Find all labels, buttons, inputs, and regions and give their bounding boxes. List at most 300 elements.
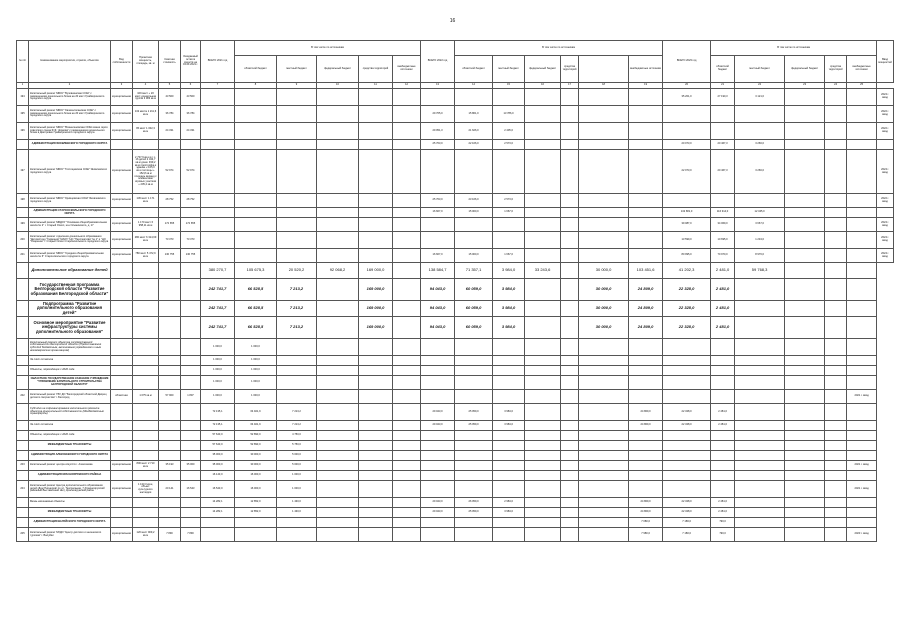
value-cell: [277, 218, 317, 232]
value-cell: 15 000,0: [455, 249, 493, 263]
value-cell: 2024 г. ввод: [877, 249, 894, 263]
value-cell: [317, 421, 359, 431]
value-cell: [663, 390, 711, 404]
value-cell: [359, 140, 393, 150]
value-cell: [493, 451, 525, 461]
value-cell: [317, 431, 359, 441]
value-cell: [525, 508, 561, 518]
row-number-cell: [17, 498, 29, 508]
value-cell: [663, 431, 711, 441]
value-cell: [359, 390, 393, 404]
value-cell: [493, 376, 525, 390]
value-cell: 2 481,0: [711, 508, 735, 518]
value-cell: 92 068,2: [317, 263, 359, 279]
table-row: [17, 441, 894, 451]
value-cell: 43 500: [181, 89, 201, 106]
value-cell: [201, 123, 235, 140]
value-cell: 36 784: [181, 106, 201, 123]
value-cell: 35 201,0: [663, 89, 711, 106]
value-cell: [421, 481, 455, 498]
object-name-cell: Капитальный ремонт отделения дошкольного образования "Детский сад "Гармония" МАОУ "ЦО "Перспектива" № 1" и "ЦО "Озарение" г. Старый Оскол Старооскольского городского округа: [29, 232, 111, 249]
value-cell: [629, 339, 663, 356]
value-cell: 57 643,0: [201, 431, 235, 441]
value-cell: 3 266,0: [735, 150, 785, 194]
value-cell: 95 мест 1 002,3 кв.м: [133, 123, 159, 140]
value-cell: 14 282,1: [201, 508, 235, 518]
value-cell: 25 059,0: [455, 508, 493, 518]
header-sources-2023: В том числе по источникам: [711, 41, 877, 56]
value-cell: [629, 390, 663, 404]
value-cell: 12 852,0: [235, 508, 277, 518]
value-cell: [579, 404, 629, 421]
value-cell: 34 069,0: [711, 218, 735, 232]
value-cell: [421, 461, 455, 471]
value-cell: [785, 518, 825, 528]
header-src: местный бюджет: [277, 56, 317, 83]
investment-table: [16, 40, 894, 542]
value-cell: [579, 106, 629, 123]
value-cell: [317, 390, 359, 404]
value-cell: [711, 441, 735, 451]
value-cell: [493, 390, 525, 404]
value-cell: [561, 451, 579, 461]
object-name-cell: Капитальный ремонт ГБУ ДО "Белгородский областной Дворец детского творчества" г. Белгород: [29, 390, 111, 404]
value-cell: 24 809,0: [629, 508, 663, 518]
value-cell: 169 000,0: [359, 263, 393, 279]
value-cell: 22 328,0: [663, 279, 711, 301]
value-cell: 35 000,0: [201, 451, 235, 461]
value-cell: [825, 263, 847, 279]
header-src: областной бюджет: [235, 56, 277, 83]
value-cell: 43 500: [159, 89, 181, 106]
value-cell: [825, 208, 847, 218]
value-cell: [663, 461, 711, 471]
value-cell: [525, 366, 561, 376]
value-cell: 2 481,0: [711, 498, 735, 508]
row-number-cell: 195: [17, 106, 29, 123]
value-cell: [847, 366, 877, 376]
value-cell: 172 655: [159, 218, 181, 232]
object-name-cell: Капитальный ремонт Центра дополнительного образования детей (Дом Пионеров) по ул. Театральная, 7 (Красноярузский районный Выставочный зал), Краснояружский район: [29, 481, 111, 498]
value-cell: [393, 528, 421, 542]
value-cell: [277, 89, 317, 106]
object-name-cell: ОБЛАСТНОЕ ГОСУДАРСТВЕННОЕ КАЗЕННОЕ УЧРЕЖДЕНИЕ "УПРАВЛЕНИЕ КАПИТАЛЬНОГО СТРОИТЕЛЬСТВА БЕЛГОРОДСКОЙ ОБЛАСТИ": [29, 376, 111, 390]
value-cell: [317, 376, 359, 390]
value-cell: [663, 471, 711, 481]
value-cell: [421, 471, 455, 481]
value-cell: [525, 89, 561, 106]
value-cell: [847, 498, 877, 508]
value-cell: [359, 218, 393, 232]
value-cell: [393, 301, 421, 317]
value-cell: [421, 518, 455, 528]
value-cell: [525, 279, 561, 301]
value-cell: 790,0: [711, 518, 735, 528]
value-cell: [393, 421, 421, 431]
value-cell: [277, 518, 317, 528]
table-row: [17, 263, 894, 279]
value-cell: [111, 376, 133, 390]
value-cell: [735, 123, 785, 140]
column-number: 11: [359, 83, 393, 89]
value-cell: 2024 г. ввод: [877, 89, 894, 106]
value-cell: [421, 528, 455, 542]
table-row: [17, 208, 894, 218]
value-cell: [629, 461, 663, 471]
value-cell: [393, 123, 421, 140]
value-cell: 30 000,0: [579, 279, 629, 301]
value-cell: [359, 89, 393, 106]
value-cell: [525, 498, 561, 508]
value-cell: [629, 140, 663, 150]
row-number-cell: 202: [17, 390, 29, 404]
value-cell: [393, 249, 421, 263]
value-cell: [455, 366, 493, 376]
object-name-cell: За счет остатков: [29, 356, 111, 366]
value-cell: [455, 232, 493, 249]
value-cell: [785, 498, 825, 508]
object-name-cell: Капитальный ремонт МБОУ "Средняя общеобразовательная школа № 6" Старооскольского городского округа: [29, 249, 111, 263]
value-cell: [181, 451, 201, 461]
value-cell: [181, 263, 201, 279]
column-number: 3: [111, 83, 133, 89]
row-number-cell: 205: [17, 528, 29, 542]
value-cell: [421, 431, 455, 441]
value-cell: [663, 441, 711, 451]
value-cell: 20 467,3: [711, 150, 735, 194]
value-cell: [455, 518, 493, 528]
value-cell: [393, 481, 421, 498]
value-cell: [525, 451, 561, 461]
header-sources-2022: В том числе по источникам: [455, 41, 663, 56]
value-cell: 73 373: [181, 232, 201, 249]
value-cell: 7 890: [159, 528, 181, 542]
value-cell: [317, 339, 359, 356]
value-cell: [579, 528, 629, 542]
value-cell: 94 043,0: [421, 279, 455, 301]
value-cell: [847, 508, 877, 518]
table-row: [17, 123, 894, 140]
value-cell: [785, 249, 825, 263]
value-cell: 2 481,0: [711, 263, 735, 279]
value-cell: [785, 366, 825, 376]
value-cell: [561, 390, 579, 404]
value-cell: [393, 317, 421, 339]
value-cell: [359, 366, 393, 376]
value-cell: 1 000,0: [201, 356, 235, 366]
value-cell: 24 809,0: [629, 301, 663, 317]
table-row: [17, 366, 894, 376]
value-cell: [629, 232, 663, 249]
row-number-cell: 194: [17, 89, 29, 106]
value-cell: 7 180,0: [663, 528, 711, 542]
value-cell: 2 481,0: [711, 301, 735, 317]
value-cell: 30 000,0: [579, 317, 629, 339]
value-cell: 30 000,0: [579, 263, 629, 279]
value-cell: 3 984,0: [493, 404, 525, 421]
value-cell: [359, 431, 393, 441]
table-row: [17, 421, 894, 431]
value-cell: [133, 140, 159, 150]
value-cell: [317, 471, 359, 481]
value-cell: 7 213,2: [277, 301, 317, 317]
value-cell: [735, 481, 785, 498]
value-cell: [561, 208, 579, 218]
value-cell: 3 121,0: [735, 89, 785, 106]
value-cell: [525, 404, 561, 421]
value-cell: 22 073,0: [663, 150, 711, 194]
value-cell: 1 000,0: [235, 390, 277, 404]
value-cell: [133, 441, 159, 451]
value-cell: [847, 518, 877, 528]
value-cell: 1 000,0: [277, 471, 317, 481]
value-cell: [393, 356, 421, 366]
value-cell: [455, 431, 493, 441]
value-cell: [579, 194, 629, 208]
value-cell: [561, 106, 579, 123]
value-cell: [561, 301, 579, 317]
value-cell: [317, 106, 359, 123]
row-number-cell: [17, 263, 29, 279]
value-cell: [785, 232, 825, 249]
value-cell: [111, 508, 133, 518]
value-cell: 25 763,0: [421, 194, 455, 208]
column-number: 20: [663, 83, 711, 89]
value-cell: [111, 404, 133, 421]
value-cell: 138 584,7: [421, 263, 455, 279]
value-cell: 3 984,0: [493, 317, 525, 339]
value-cell: [525, 339, 561, 356]
value-cell: [579, 89, 629, 106]
value-cell: [579, 451, 629, 461]
value-cell: 29 043,0: [421, 421, 455, 431]
value-cell: 5 750,0: [277, 441, 317, 451]
value-cell: [847, 232, 877, 249]
value-cell: [825, 431, 847, 441]
value-cell: [181, 518, 201, 528]
table-row: [17, 89, 894, 106]
value-cell: 280 мест 6 314,69 кв.м: [133, 232, 159, 249]
value-cell: [735, 421, 785, 431]
value-cell: [629, 123, 663, 140]
object-name-cell: Подпрограмма "Развитие дополнительного образования детей": [29, 301, 111, 317]
value-cell: [133, 356, 159, 366]
value-cell: [201, 194, 235, 208]
value-cell: [393, 279, 421, 301]
value-cell: 22 166,0: [455, 140, 493, 150]
value-cell: [359, 421, 393, 431]
header-src: внебюджетные источники: [393, 56, 421, 83]
value-cell: 22 328,0: [663, 421, 711, 431]
value-cell: [735, 194, 785, 208]
value-cell: [847, 471, 877, 481]
header-src: местный бюджет: [735, 56, 785, 83]
value-cell: [825, 376, 847, 390]
value-cell: 3 266,0: [735, 140, 785, 150]
value-cell: [525, 218, 561, 232]
value-cell: [317, 218, 359, 232]
value-cell: [421, 232, 455, 249]
value-cell: [393, 498, 421, 508]
value-cell: 120 мест 909,2 кв.м: [133, 528, 159, 542]
value-cell: [421, 150, 455, 194]
table-row: [17, 249, 894, 263]
object-name-cell: Субсидии на софинансирование капитального ремонта объектов муниципальной собственности (Межбюджетные трансферты): [29, 404, 111, 421]
value-cell: 1 170 мест 6 958,11 кв.м: [133, 218, 159, 232]
value-cell: 60 059,0: [455, 279, 493, 301]
value-cell: [629, 481, 663, 498]
value-cell: [277, 366, 317, 376]
value-cell: 13 786,0: [493, 106, 525, 123]
table-row: [17, 140, 894, 150]
row-number-cell: [17, 431, 29, 441]
value-cell: [235, 123, 277, 140]
header-sources-2021: В том числе по источникам: [235, 41, 421, 56]
value-cell: 1 000,0: [201, 390, 235, 404]
value-cell: [235, 106, 277, 123]
value-cell: [847, 431, 877, 441]
value-cell: 7 213,2: [277, 317, 317, 339]
value-cell: [455, 218, 493, 232]
value-cell: [159, 366, 181, 376]
value-cell: [455, 339, 493, 356]
value-cell: [785, 218, 825, 232]
value-cell: [629, 441, 663, 451]
value-cell: 57 900: [159, 390, 181, 404]
value-cell: 29 043,0: [421, 404, 455, 421]
value-cell: [735, 301, 785, 317]
table-row: [17, 481, 894, 498]
value-cell: [317, 441, 359, 451]
header-no: № п/п: [17, 41, 29, 83]
value-cell: [663, 481, 711, 498]
value-cell: [277, 232, 317, 249]
header-capacity: Проектная мощность, площадь, кв. м: [133, 41, 159, 83]
value-cell: [159, 508, 181, 518]
value-cell: [181, 404, 201, 421]
value-cell: [847, 249, 877, 263]
value-cell: [629, 218, 663, 232]
column-number: 12: [393, 83, 421, 89]
value-cell: 30 000,0: [235, 451, 277, 461]
object-name-cell: АДМИНИСТРАЦИЯ ЯКОВЛЕВСКОГО ГОРОДСКОГО ОКРУГА: [29, 140, 111, 150]
value-cell: [277, 106, 317, 123]
value-cell: 24 809,0: [629, 421, 663, 431]
value-cell: [181, 366, 201, 376]
value-cell: [133, 404, 159, 421]
value-cell: [111, 301, 133, 317]
value-cell: [579, 431, 629, 441]
object-name-cell: Дополнительное образование детей: [29, 263, 111, 279]
column-number: 16: [525, 83, 561, 89]
value-cell: [825, 339, 847, 356]
value-cell: 33 243,6: [525, 263, 561, 279]
value-cell: [561, 404, 579, 421]
row-number-cell: [17, 518, 29, 528]
value-cell: [561, 339, 579, 356]
value-cell: 12 852,0: [235, 498, 277, 508]
column-number: 10: [317, 83, 359, 89]
value-cell: [561, 140, 579, 150]
value-cell: [525, 208, 561, 218]
value-cell: муниципальная: [111, 461, 133, 471]
column-number: 23: [785, 83, 825, 89]
value-cell: [629, 376, 663, 390]
value-cell: [525, 441, 561, 451]
value-cell: 103 451,6: [629, 263, 663, 279]
value-cell: [359, 404, 393, 421]
header-remaining: Ожидаемый остаток средств на 01.01.2021 г.: [181, 41, 201, 83]
value-cell: [847, 376, 877, 390]
value-cell: 27 190,3: [711, 89, 735, 106]
value-cell: 66 528,5: [235, 317, 277, 339]
value-cell: [825, 528, 847, 542]
page-number: 16: [449, 18, 456, 24]
value-cell: 22 328,0: [663, 498, 711, 508]
object-name-cell: Капитальный ремонт объектов государственной собственности Белгородской области (Предоставление субсидий бюджетным, автономным учреждениям и иным некоммерческим организациям): [29, 339, 111, 356]
table-row: [17, 471, 894, 481]
value-cell: [111, 366, 133, 376]
value-cell: [785, 123, 825, 140]
table-row: [17, 279, 894, 301]
value-cell: [277, 123, 317, 140]
value-cell: [629, 471, 663, 481]
value-cell: 24 809,0: [629, 404, 663, 421]
value-cell: [735, 390, 785, 404]
value-cell: [735, 451, 785, 461]
value-cell: [711, 366, 735, 376]
value-cell: 15 861,0: [455, 106, 493, 123]
value-cell: [847, 218, 877, 232]
table-row: [17, 150, 894, 194]
column-number: 9: [277, 83, 317, 89]
table-row: [17, 508, 894, 518]
object-name-cell: Капитальный ремонт МБДОУ "Основная общеобразовательная школа № 2" г. Старый Оскол, м-н Ольминского, д. 17: [29, 218, 111, 232]
value-cell: 2024 г. ввод: [877, 218, 894, 232]
value-cell: [421, 441, 455, 451]
value-cell: [735, 376, 785, 390]
value-cell: 2 481,0: [711, 421, 735, 431]
row-number-cell: 196: [17, 123, 29, 140]
value-cell: [561, 518, 579, 528]
value-cell: 52 893,0: [235, 431, 277, 441]
value-cell: [561, 431, 579, 441]
header-commissioning: Ввод мощностей: [877, 41, 894, 83]
value-cell: [735, 431, 785, 441]
value-cell: [561, 481, 579, 498]
value-cell: 8 976,0: [735, 249, 785, 263]
row-number-cell: [17, 471, 29, 481]
column-number: 14: [455, 83, 493, 89]
value-cell: [785, 390, 825, 404]
value-cell: [421, 89, 455, 106]
value-cell: [393, 208, 421, 218]
object-name-cell: МЕЖБЮДЖЕТНЫЕ ТРАНСФЕРТЫ: [29, 441, 111, 451]
value-cell: [525, 528, 561, 542]
value-cell: 172 655: [181, 218, 201, 232]
value-cell: [825, 451, 847, 461]
row-number-cell: 199: [17, 218, 29, 232]
value-cell: 10 695,0: [711, 232, 735, 249]
value-cell: [493, 518, 525, 528]
value-cell: 16 143,0: [201, 471, 235, 481]
value-cell: [561, 461, 579, 471]
value-cell: [847, 208, 877, 218]
value-cell: [455, 390, 493, 404]
value-cell: [493, 366, 525, 376]
table-row: [17, 461, 894, 471]
value-cell: [561, 356, 579, 366]
